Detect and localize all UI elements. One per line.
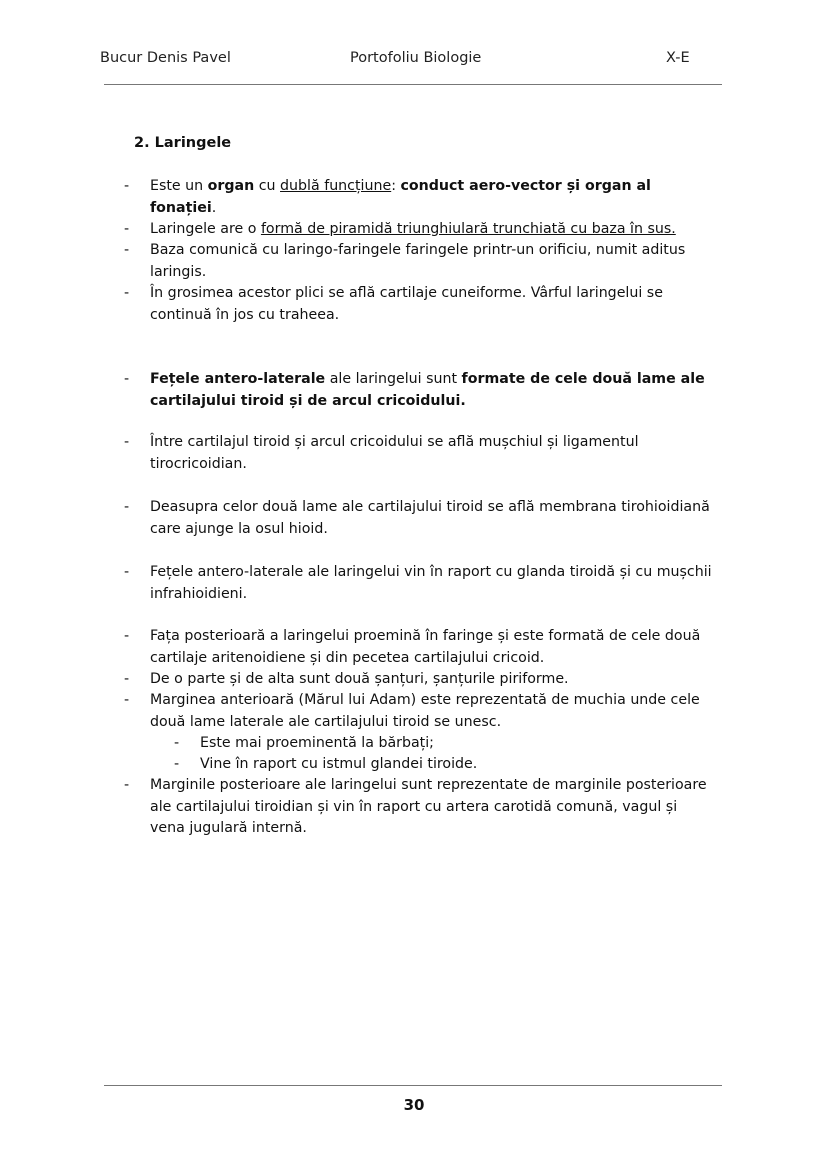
text-segment: Între cartilajul tiroid și arcul cricoidului se află mușchiul și ligamentul tirocricoidian. <box>150 434 639 472</box>
bullet-dash: - <box>124 434 130 450</box>
list-item <box>174 754 714 776</box>
header-divider <box>104 84 722 85</box>
text-segment: Fața posterioară a laringelui proemină în faringe și este formată de cele două cartilaje aritenoidiene și din pecetea cartilajului cricoid. <box>150 628 701 666</box>
underlined-text: formă de piramidă triunghiulară trunchiată cu baza în sus. <box>260 221 676 237</box>
text-segment: Fețele antero-laterale ale laringelui vin în raport cu glanda tiroidă și cu mușchii infrahioidieni. <box>150 564 712 602</box>
list-item-text <box>150 176 714 219</box>
text-segment: Este un <box>150 178 208 194</box>
bold-text: Fețele antero-laterale <box>150 371 326 387</box>
bullet-dash: - <box>124 671 130 687</box>
text-segment: Este mai proeminentă la bărbați; <box>200 735 434 751</box>
list-item <box>124 562 714 605</box>
bullet-dash: - <box>174 735 180 751</box>
bullet-dash: - <box>124 221 130 237</box>
bullet-dash: - <box>124 628 130 644</box>
list-item <box>174 733 714 755</box>
list-item-text <box>150 775 714 840</box>
list-item <box>124 669 714 691</box>
text-segment: Deasupra celor două lame ale cartilajului tiroid se află membrana tirohioidiană care ajunge la osul hioid. <box>150 499 710 537</box>
footer-divider <box>104 1085 722 1086</box>
list-item <box>124 240 714 283</box>
list-item-text <box>150 669 714 691</box>
list-item <box>124 283 714 326</box>
text-segment: . <box>211 199 217 216</box>
list-item-text <box>150 219 714 241</box>
text-segment: ale laringelui sunt <box>325 371 462 387</box>
list-item-text <box>150 432 714 475</box>
list-item-text <box>150 626 714 669</box>
bullet-dash: - <box>124 777 130 793</box>
list-item <box>124 369 714 412</box>
list-item <box>124 176 714 219</box>
bullet-dash: - <box>124 499 130 515</box>
text-segment: Marginea anterioară (Mărul lui Adam) este reprezentată de muchia unde cele două lame laterale ale cartilajului tiroid se unesc. <box>150 692 700 730</box>
list-item-text <box>150 497 714 540</box>
header-title: Portofoliu Biologie <box>350 50 482 66</box>
text-segment: cu <box>254 178 281 194</box>
text-segment: Baza comunică cu laringo-faringele faringele printr-un orificiu, numit aditus laringis. <box>150 242 686 280</box>
list-item <box>124 219 714 241</box>
text-segment: Marginile posterioare ale laringelui sunt reprezentate de marginile posterioare ale cartilajului tiroidian și vin în raport cu artera carotidă comună, vagul și vena jugulară internă. <box>150 777 707 836</box>
page-number: 30 <box>403 1096 425 1114</box>
bullet-dash: - <box>124 285 130 301</box>
bold-text: conduct aero-vector și organ al fonației <box>150 178 651 216</box>
text-segment: De o parte și de alta sunt două șanțuri, șanțurile piriforme. <box>150 671 569 687</box>
bullet-dash: - <box>174 756 180 772</box>
bullet-dash: - <box>124 692 130 708</box>
text-segment: În grosimea acestor plici se află cartilaje cuneiforme. Vârful laringelui se continuă în jos cu traheea. <box>150 285 663 323</box>
list-item <box>124 626 714 669</box>
header-class: X-E <box>666 50 690 66</box>
list-item-text <box>200 754 714 776</box>
list-item-text <box>150 240 714 283</box>
bold-text: formate de cele două lame ale cartilajului tiroid și de arcul cricoidului. <box>150 371 705 409</box>
header-author: Bucur Denis Pavel <box>100 50 231 66</box>
list-item-text <box>200 733 714 755</box>
bullet-dash: - <box>124 178 130 194</box>
list-item-text <box>150 562 714 605</box>
text-segment: Laringele are o <box>150 221 261 237</box>
bullet-dash: - <box>124 564 130 580</box>
list-item-text <box>150 690 714 733</box>
text-segment: Vine în raport cu istmul glandei tiroide. <box>200 756 478 772</box>
underlined-text: dublă funcțiune <box>280 178 392 194</box>
list-item <box>124 775 714 840</box>
list-item-text <box>150 369 714 412</box>
bullet-dash: - <box>124 371 130 387</box>
bullet-dash: - <box>124 242 130 258</box>
list-item <box>124 497 714 540</box>
list-item <box>124 690 714 733</box>
bold-text: organ <box>207 178 255 194</box>
list-item-text <box>150 283 714 326</box>
section-heading: 2. Laringele <box>134 135 232 151</box>
list-item <box>124 432 714 475</box>
text-segment: : <box>391 178 401 194</box>
